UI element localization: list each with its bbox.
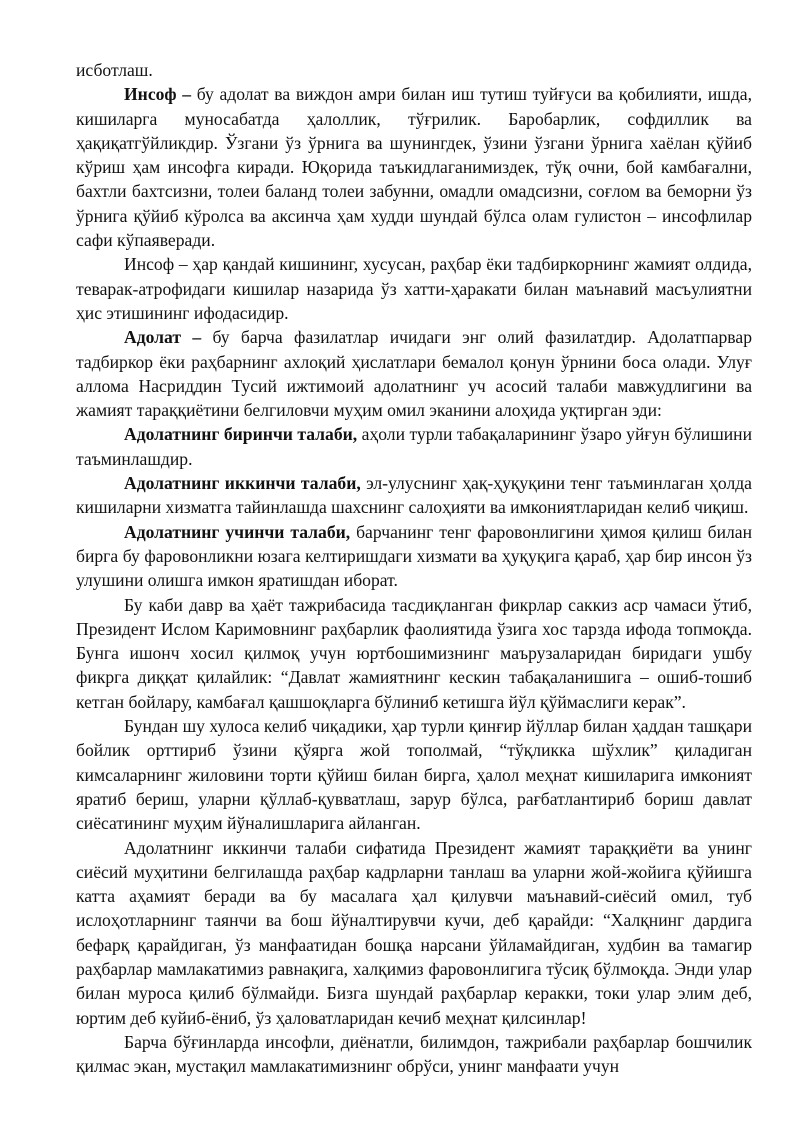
paragraph-third-requirement	[76, 520, 752, 593]
paragraph-conclusion: Бундан шу хулоса келиб чиқадики, ҳар турли қинғир йўллар билан ҳаддан ташқари бойлик орттириб ўзини қўярга жой тополмай, “тўқликка шўхлик” қиладиган кимсаларнинг жиловини торти қўйиш билан бирга, ҳалол меҳнат кишиларига имконият яратиб бериш, уларни қўллаб-қувватлаш, зарур бўлса, рағбатлантириб бориш давлат сиёсатининг муҳим йўналишларига айланган.	[76, 716, 752, 834]
paragraph-insof-responsibility: Инсоф – ҳар қандай кишининг, хусусан, раҳбар ёки тадбиркорнинг жамият олдида, теварак-атрофидаги кишилар назарида ўз хатти-ҳаракати билан маънавий масъулиятни ҳис этишининг ифодасидир.	[76, 254, 752, 323]
paragraph-president-quote: Бу каби давр ва ҳаёт тажрибасида тасдиқланган фикрлар саккиз аср чамаси ўтиб, Президент Ислом Каримовнинг раҳбарлик фаолиятида ўзига хос тарзда ифода топмоқда. Бунга ишонч хосил қилмоқ учун юртбошимизнинг маърузаларидан биридаги ушбу фикрга диққат қилайлик: “Давлат жамиятнинг кескин табақаланишига – ошиб-тошиб кетган бойлару, камбағал қашшоқларга бўлиниб кетишга йўл қўймаслиги керак”.	[76, 594, 752, 712]
paragraph-body: бу барча фазилатлар ичидаги энг олий фазилатдир. Адолатпарвар тадбиркор ёки раҳбарнинг ахлоқий ҳислатлари бемалол қонун ўрнини боса олади. Улуғ аллома Насриддин Тусий ижтимоий адолатнинг уч асосий талаби мавжудлигини ва жамият тараққиётини белгиловчи муҳим омил эканини алоҳида уқтирган эди:	[76, 327, 752, 421]
term-adolat: Адолат –	[124, 327, 202, 348]
paragraph-final: Барча бўғинларда инсофли, диёнатли, билимдон, тажрибали раҳбарлар бошчилик қилмас экан, мустақил мамлакатимизнинг обрўси, унинг манфаати учун	[76, 1031, 752, 1077]
paragraph-leaders: Адолатнинг иккинчи талаби сифатида Президент жамият тараққиёти ва унинг сиёсий муҳитини белгилашда раҳбар кадрларни танлаш ва уларни жой-жойига қўйишга катта аҳамият беради ва бу масалага ҳал қилувчи маънавий-сиёсий омил, туб ислоҳотларнинг таянчи ва бош йўналтирувчи кучи, деб қарайди: “Халқнинг дардига бефарқ қарайдиган, ўз манфаатидан бошқа нарсани ўйламайдиган, худбин ва тамагир раҳбарлар мамлакатимиз равнақига, халқимиз фаровонлигига тўсиқ бўлмоқда. Энди улар билан муроса қилиб бўлмайди. Бизга шундай раҳбарлар керакки, токи улар элим деб, юртим деб куйиб-ёниб, ўз ҳаловатларидан кечиб меҳнат қилсинлар!	[76, 837, 752, 1028]
paragraph-body: аҳоли турли табақаларининг ўзаро уйғун бўлишини таъминлашдир.	[76, 424, 753, 469]
paragraph-body: бу адолат ва виждон амри билан иш тутиш туйғуси ва қобилияти, ишда, кишиларга муносабатда ҳалоллик, тўғрилик. Баробарлик, софдиллик ва ҳақиқатгўйликдир. Ўзгани ўз ўрнига ва шунингдек, ўзини ўзгани ўрнига хаёлан қўйиб кўриш ҳам инсофга киради. Юқорида таъкидлаганимиздек, тўқ очни, бой камбағални, бахтли бахтсизни, толеи баланд толеи забунни, омадли омадсизни, соғлом ва беморни ўз ўрнига қўйиб кўролса ва аксинча ҳам худди шундай бўлса олам гулистон – инсофлилар сафи кўпаяверади.	[76, 84, 752, 251]
term-third-requirement: Адолатнинг учинчи талаби,	[124, 521, 351, 542]
paragraph-continuation: исботлаш.	[76, 60, 153, 80]
paragraph-body: эл-улуснинг ҳақ-ҳуқуқини тенг таъминлаган ҳолда кишиларни хизматга тайинлашда шахснинг салоҳияти ва имкониятларидан келиб чиқиш.	[76, 473, 752, 518]
paragraph-adolat-definition	[76, 325, 752, 422]
paragraph-insof-definition	[76, 82, 752, 252]
document-page	[76, 58, 752, 1078]
paragraph-second-requirement	[76, 471, 752, 520]
term-first-requirement: Адолатнинг биринчи талаби,	[124, 424, 358, 445]
paragraph-first-requirement	[76, 422, 752, 471]
paragraph-body: барчанинг тенг фаровонлигини ҳимоя қилиш билан бирга бу фаровонликни юзага келтиришдаги хизмати ва ҳуқуқига қараб, ҳар бир инсон ўз улушини олишга имкон яратишдан иборат.	[76, 521, 752, 591]
term-insof: Инсоф –	[124, 84, 192, 105]
term-second-requirement: Адолатнинг иккинчи талаби,	[124, 473, 361, 494]
